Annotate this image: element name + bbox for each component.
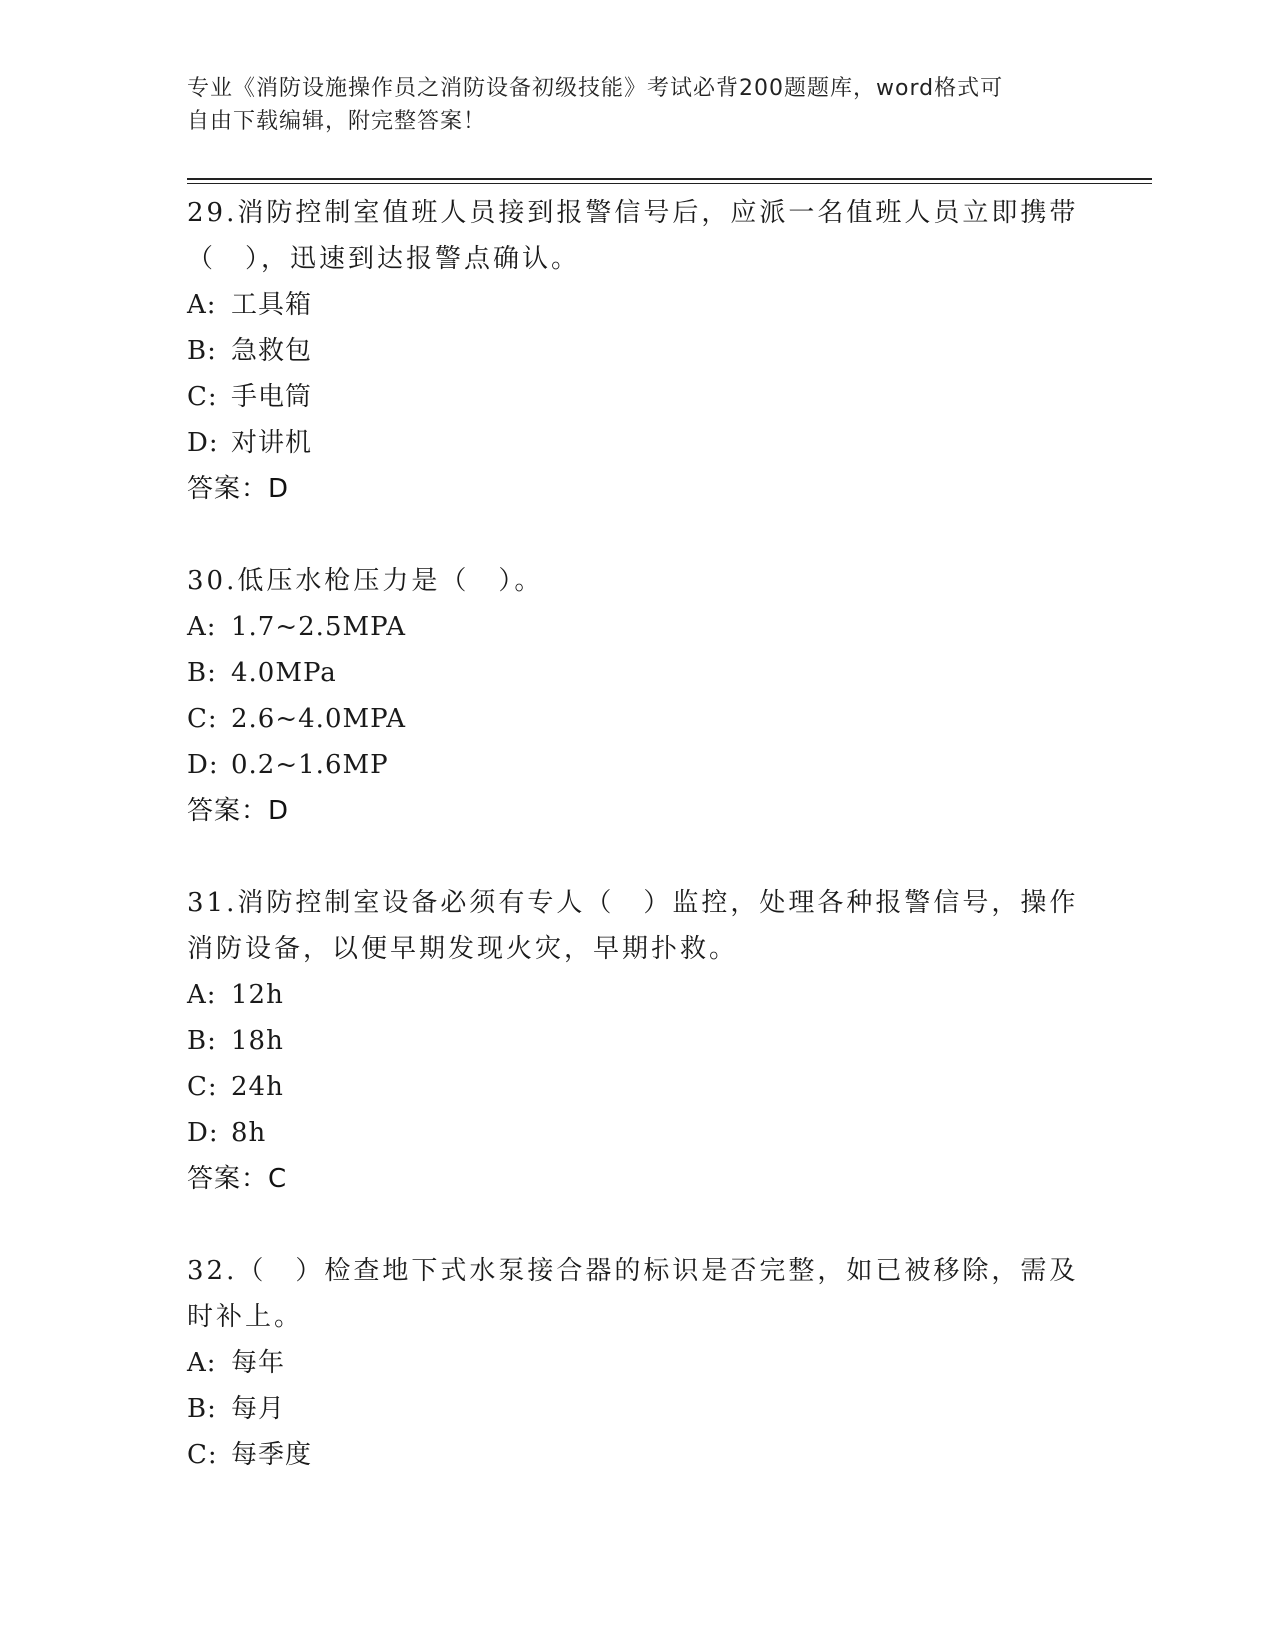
option-text: 12h [231, 980, 284, 1010]
option-d [187, 742, 1087, 788]
question-stem-line: 消防设备，以便早期发现火灾，早期扑救。 [187, 934, 739, 964]
option-text: 手电筒 [231, 382, 313, 412]
option-c [187, 1432, 1087, 1478]
option-text: 对讲机 [231, 428, 313, 458]
option-label: C: [187, 382, 218, 412]
question-32 [187, 1248, 1087, 1478]
option-label: A: [187, 612, 217, 642]
option-label: B: [187, 336, 217, 366]
question-31 [187, 880, 1087, 1202]
option-c [187, 1064, 1087, 1110]
option-c [187, 374, 1087, 420]
question-stem-line: （ ），迅速到达报警点确认。 [187, 244, 581, 274]
option-b [187, 1018, 1087, 1064]
answer-line: 答案：D [187, 796, 290, 826]
option-a [187, 604, 1087, 650]
question-stem-line: 31.消防控制室设备必须有专人（ ）监控，处理各种报警信号，操作 [187, 888, 1079, 918]
option-text: 18h [231, 1026, 284, 1056]
option-label: B: [187, 658, 217, 688]
option-text: 24h [231, 1072, 284, 1102]
option-text: 8h [231, 1118, 267, 1148]
option-label: C: [187, 1072, 218, 1102]
option-text: 2.6~4.0MPA [231, 704, 406, 734]
option-label: C: [187, 1440, 218, 1470]
option-a [187, 1340, 1087, 1386]
question-30 [187, 558, 1087, 834]
option-label: D: [187, 1118, 219, 1148]
option-text: 0.2~1.6MP [231, 750, 389, 780]
option-label: B: [187, 1394, 217, 1424]
header-line-2: 自由下载编辑，附完整答案！ [187, 109, 487, 134]
question-stem-line: 29.消防控制室值班人员接到报警信号后，应派一名值班人员立即携带 [187, 198, 1079, 228]
answer-line: 答案：D [187, 474, 290, 504]
option-label: A: [187, 980, 217, 1010]
question-stem-line: 30.低压水枪压力是（ ）。 [187, 566, 544, 596]
header-divider-thick [187, 178, 1152, 180]
option-label: A: [187, 1348, 217, 1378]
document-header [187, 72, 1087, 138]
option-label: A: [187, 290, 217, 320]
header-line-1: 专业《消防设施操作员之消防设备初级技能》考试必背200题题库，word格式可 [187, 76, 1004, 101]
option-text: 工具箱 [231, 290, 313, 320]
option-text: 急救包 [231, 336, 313, 366]
option-b [187, 1386, 1087, 1432]
option-text: 每年 [231, 1348, 286, 1378]
option-b [187, 650, 1087, 696]
header-divider-thin [187, 183, 1152, 184]
option-d [187, 420, 1087, 466]
option-a [187, 972, 1087, 1018]
option-c [187, 696, 1087, 742]
option-label: D: [187, 750, 219, 780]
answer-line: 答案：C [187, 1164, 288, 1194]
option-d [187, 1110, 1087, 1156]
question-29 [187, 190, 1087, 512]
option-text: 4.0MPa [231, 658, 337, 688]
option-label: B: [187, 1026, 217, 1056]
question-stem-line: 32.（ ）检查地下式水泵接合器的标识是否完整，如已被移除，需及 [187, 1256, 1079, 1286]
option-text: 每季度 [231, 1440, 313, 1470]
option-label: D: [187, 428, 219, 458]
option-a [187, 282, 1087, 328]
question-list [187, 190, 1087, 1524]
option-text: 每月 [231, 1394, 286, 1424]
question-stem-line: 时补上。 [187, 1302, 304, 1332]
option-text: 1.7~2.5MPA [231, 612, 406, 642]
option-label: C: [187, 704, 218, 734]
option-b [187, 328, 1087, 374]
